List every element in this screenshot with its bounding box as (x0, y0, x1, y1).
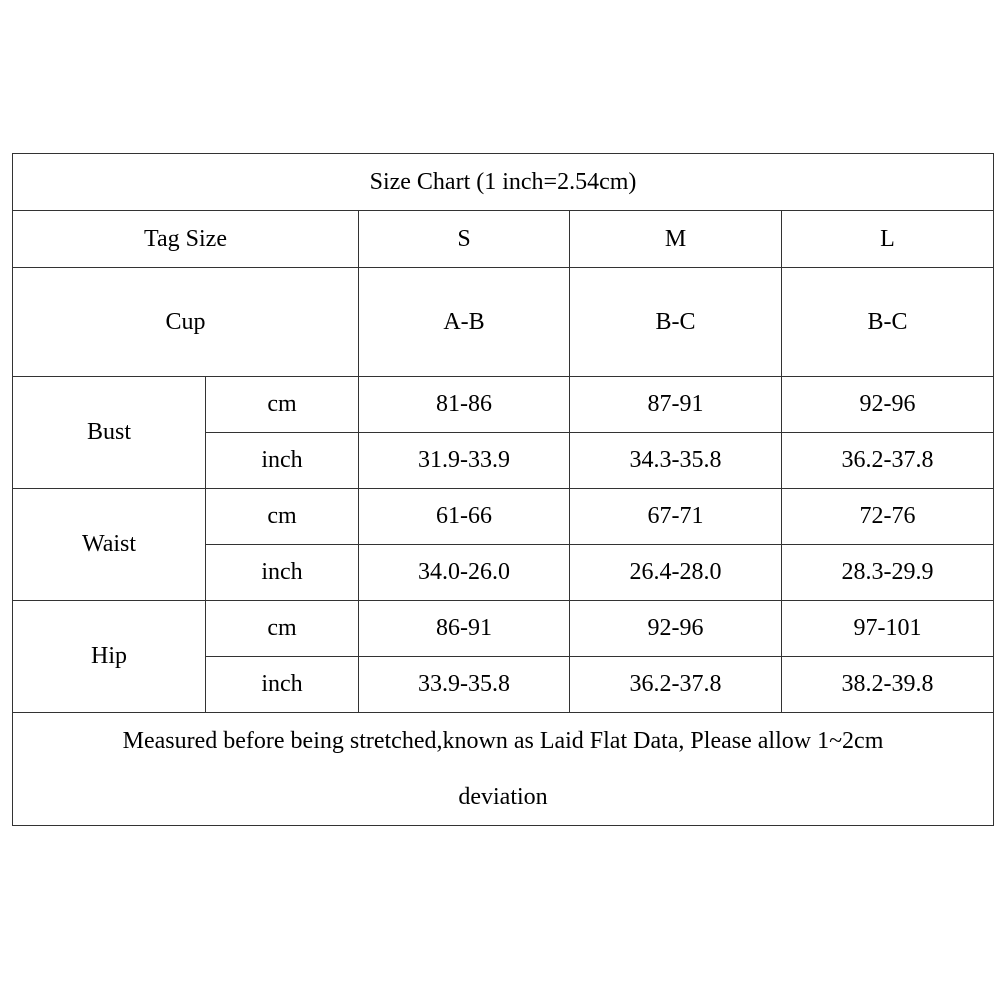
hip-cm-m: 92-96 (570, 601, 782, 657)
size-chart-table (12, 153, 994, 826)
hip-cm-l: 97-101 (782, 601, 994, 657)
waist-label: Waist (13, 489, 206, 601)
bust-inch-s: 31.9-33.9 (359, 433, 570, 489)
bust-cm-l: 92-96 (782, 377, 994, 433)
cup-row (13, 268, 994, 377)
waist-cm-m: 67-71 (570, 489, 782, 545)
unit-label: inch (206, 657, 359, 713)
waist-inch-l: 28.3-29.9 (782, 545, 994, 601)
hip-label: Hip (13, 601, 206, 713)
bust-inch-l: 36.2-37.8 (782, 433, 994, 489)
chart-title: Size Chart (1 inch=2.54cm) (13, 154, 994, 211)
cup-m: B-C (570, 268, 782, 377)
cup-s: A-B (359, 268, 570, 377)
tag-size-label: Tag Size (13, 211, 359, 268)
bust-cm-s: 81-86 (359, 377, 570, 433)
note-line-1: Measured before being stretched,known as Laid Flat Data, Please allow 1~2cm (122, 728, 884, 754)
unit-label: cm (206, 601, 359, 657)
waist-inch-m: 26.4-28.0 (570, 545, 782, 601)
bust-cm-m: 87-91 (570, 377, 782, 433)
hip-cm-s: 86-91 (359, 601, 570, 657)
waist-cm-l: 72-76 (782, 489, 994, 545)
unit-label: inch (206, 545, 359, 601)
hip-cm-row (13, 601, 994, 657)
title-row (13, 154, 994, 211)
size-s: S (359, 211, 570, 268)
waist-inch-s: 34.0-26.0 (359, 545, 570, 601)
measurement-note (13, 713, 994, 826)
hip-inch-m: 36.2-37.8 (570, 657, 782, 713)
unit-label: inch (206, 433, 359, 489)
bust-inch-m: 34.3-35.8 (570, 433, 782, 489)
cup-label: Cup (13, 268, 359, 377)
unit-label: cm (206, 377, 359, 433)
unit-label: cm (206, 489, 359, 545)
cup-l: B-C (782, 268, 994, 377)
bust-cm-row (13, 377, 994, 433)
size-m: M (570, 211, 782, 268)
bust-label: Bust (13, 377, 206, 489)
waist-cm-s: 61-66 (359, 489, 570, 545)
hip-inch-l: 38.2-39.8 (782, 657, 994, 713)
waist-cm-row (13, 489, 994, 545)
hip-inch-s: 33.9-35.8 (359, 657, 570, 713)
note-row (13, 713, 994, 826)
size-l: L (782, 211, 994, 268)
note-line-2: deviation (458, 784, 548, 810)
tag-size-row (13, 211, 994, 268)
